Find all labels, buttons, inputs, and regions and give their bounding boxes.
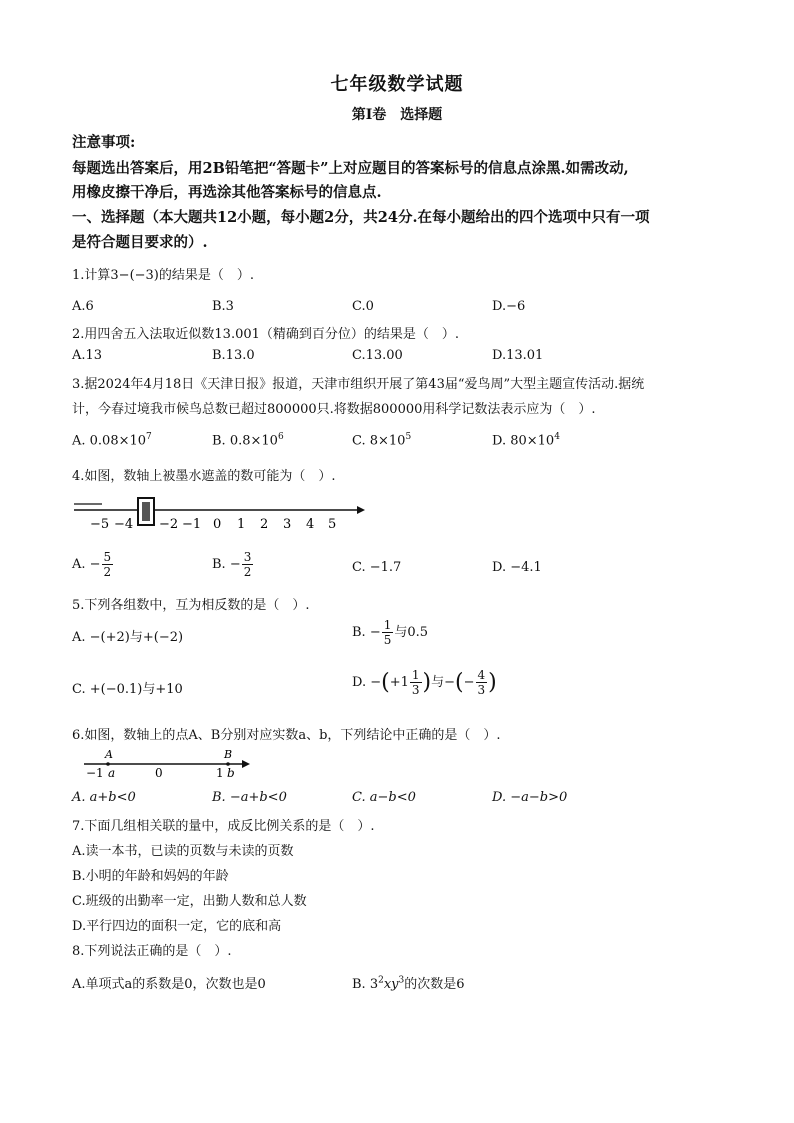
q7-option-b[interactable]: B.小明的年龄和妈妈的年龄 <box>72 869 229 884</box>
q5-b-den: 5 <box>383 633 392 647</box>
q4-label-3: 3 <box>283 517 292 532</box>
q5-d-fraction-2 <box>476 668 488 697</box>
question-3-line-2: 计，今春过境我市候鸟总数已超过800000只.将数据800000用科学记数法表示应为（ ）. <box>72 402 596 417</box>
q6-option-c[interactable]: C. a−b<0 <box>352 790 416 805</box>
q5-d-den2: 3 <box>477 683 486 697</box>
q8-option-a[interactable]: A.单项式a的系数是0，次数也是0 <box>72 977 266 992</box>
q1-option-a[interactable]: A.6 <box>72 299 94 314</box>
q5-d-den: 3 <box>411 683 420 697</box>
q1-stem-post: 的结果是（ ）. <box>158 268 255 283</box>
q3-b-base: B. 0.8×10 <box>212 433 278 449</box>
q4-number-line-figure <box>72 495 372 535</box>
q4-a-pre: A. − <box>72 557 101 572</box>
q6-number-line-figure <box>84 746 264 780</box>
q5-d-paren-open: ( <box>381 670 390 695</box>
q1-option-b[interactable]: B.3 <box>212 299 234 314</box>
q6-option-a[interactable]: A. a+b<0 <box>72 790 136 805</box>
point-a-label: A <box>105 748 113 761</box>
q3-option-d[interactable] <box>492 432 560 448</box>
ink-blot-fill <box>142 502 150 521</box>
q5-option-c[interactable]: C. +(−0.1)与+10 <box>72 682 183 697</box>
question-3-line-1: 3.据2024年4月18日《天津日报》报道，天津市组织开展了第43届“爱鸟周”大型主题宣传活动.据统 <box>72 377 645 392</box>
q3-option-a[interactable] <box>72 432 152 448</box>
q6-label-zero: 0 <box>155 766 163 780</box>
q4-option-c[interactable]: C. −1.7 <box>352 560 402 575</box>
question-5-stem: 5.下列各组数中，互为相反数的是（ ）. <box>72 598 310 613</box>
notice-line-2: 用橡皮擦干净后，再选涂其他答案标号的信息点. <box>72 184 382 201</box>
q5-d-paren-open-2: ( <box>455 670 464 695</box>
q1-stem-pre: 1.计算 <box>72 268 111 283</box>
q4-label-2: 2 <box>260 517 269 532</box>
q7-option-a[interactable]: A.读一本书，已读的页数与未读的页数 <box>72 844 294 859</box>
notice-line-1: 每题选出答案后，用2B铅笔把“答题卡”上对应题目的答案标号的信息点涂黑.如需改动, <box>72 160 629 177</box>
q5-d-paren-close: ) <box>422 670 432 695</box>
q4-label-m2: −2 <box>159 517 179 532</box>
q4-b-fraction <box>242 550 254 579</box>
q6-option-d[interactable]: D. −a−b>0 <box>492 790 568 805</box>
question-6-stem: 6.如图，数轴上的点A、B分别对应实数a、b，下列结论中正确的是（ ）. <box>72 728 501 743</box>
q5-d-paren-close-2: ) <box>488 670 497 695</box>
q3-a-base: A. 0.08×10 <box>72 433 147 449</box>
q7-option-c[interactable]: C.班级的出勤率一定，出勤人数和总人数 <box>72 894 307 909</box>
part1-line-1: 一、选择题（本大题共12小题，每小题2分，共24分.在每小题给出的四个选项中只有一项 <box>72 209 650 226</box>
q5-b-post: 与0.5 <box>394 625 429 640</box>
q8-b-mid: xy <box>383 977 399 992</box>
point-b-label: B <box>224 748 233 761</box>
q5-b-num: 1 <box>383 618 392 632</box>
q5-option-b[interactable] <box>352 618 428 647</box>
section-title: 第Ⅰ卷 选择题 <box>351 107 443 123</box>
q4-option-a[interactable] <box>72 550 114 579</box>
q5-option-a[interactable]: A. −(+2)与+(−2) <box>72 630 184 645</box>
q1-expression: 3−(−3) <box>110 268 159 283</box>
question-4-stem: 4.如图，数轴上被墨水遮盖的数可能为（ ）. <box>72 469 336 484</box>
q4-label-m4: −4 <box>114 517 134 532</box>
q4-axis-arrow <box>357 506 365 514</box>
part1-line-2: 是符合题目要求的）. <box>72 234 208 251</box>
q8-b-pre: B. 3 <box>352 977 379 992</box>
q3-option-c[interactable] <box>352 432 411 448</box>
q1-option-d[interactable]: D.−6 <box>492 299 526 314</box>
q4-option-b[interactable] <box>212 550 254 579</box>
page-title: 七年级数学试题 <box>330 74 464 95</box>
q2-option-b[interactable]: B.13.0 <box>212 348 255 363</box>
q4-b-num: 3 <box>243 550 252 564</box>
q8-b-exp2: 3 <box>398 975 405 986</box>
question-2-stem: 2.用四舍五入法取近似数13.001（精确到百分位）的结果是（ ）. <box>72 327 460 342</box>
q6-label-minus1: −1 <box>86 766 104 780</box>
q6-label-one: 1 <box>216 766 224 780</box>
q3-a-exp: 7 <box>146 432 152 442</box>
q4-option-d[interactable]: D. −4.1 <box>492 560 542 575</box>
q4-a-num: 5 <box>103 550 112 564</box>
q8-b-exp1: 2 <box>378 975 384 986</box>
q3-b-exp: 6 <box>277 432 284 442</box>
q6-option-b[interactable]: B. −a+b<0 <box>212 790 287 805</box>
q5-option-d[interactable]: D. −(+1 $\frac{1}{3}$ )与−(− $\frac{4}{3}$ ) <box>352 668 497 697</box>
q4-b-pre: B. − <box>212 557 241 572</box>
q3-d-exp: 4 <box>554 432 560 442</box>
question-7-stem: 7.下面几组相关联的量中，成反比例关系的是（ ）. <box>72 819 375 834</box>
q4-label-4: 4 <box>306 517 315 532</box>
q3-c-exp: 5 <box>405 432 412 442</box>
q4-b-den: 2 <box>243 565 252 579</box>
q3-option-b[interactable] <box>212 432 284 448</box>
q5-b-pre: B. − <box>352 625 381 640</box>
q4-label-1: 1 <box>237 517 246 532</box>
notice-heading: 注意事项: <box>72 134 136 151</box>
question-1-stem <box>72 264 254 283</box>
q3-c-base: C. 8×10 <box>352 433 406 449</box>
q6-axis-arrow <box>242 760 250 768</box>
q4-label-0: 0 <box>213 517 222 532</box>
q5-d-num: 1 <box>411 668 420 682</box>
q5-d-mid: 与− <box>431 675 456 690</box>
q4-label-5: 5 <box>328 517 337 532</box>
q5-d-int: +1 <box>389 675 409 690</box>
q2-option-d[interactable]: D.13.01 <box>492 348 544 363</box>
q4-a-den: 2 <box>103 565 112 579</box>
q4-a-fraction <box>102 550 114 579</box>
q4-label-m5: −5 <box>90 517 110 532</box>
q5-d-num2: 4 <box>477 668 486 682</box>
q5-d-fraction-1 <box>410 668 422 697</box>
q6-label-a: a <box>108 766 116 780</box>
q2-option-c[interactable]: C.13.00 <box>352 348 403 363</box>
q2-option-a[interactable]: A.13 <box>72 348 103 363</box>
q5-b-fraction <box>382 618 394 647</box>
q1-option-c[interactable]: C.0 <box>352 299 374 314</box>
q5-d-pre: D. − <box>352 675 382 690</box>
q7-option-d[interactable]: D.平行四边的面积一定，它的底和高 <box>72 919 282 934</box>
q6-label-b: b <box>227 766 235 780</box>
q4-label-m1: −1 <box>182 517 202 532</box>
q3-d-base: D. 80×10 <box>492 433 555 449</box>
q8-option-b[interactable] <box>352 973 465 992</box>
q8-b-post: 的次数是6 <box>404 977 465 992</box>
question-8-stem: 8.下列说法正确的是（ ）. <box>72 944 232 959</box>
